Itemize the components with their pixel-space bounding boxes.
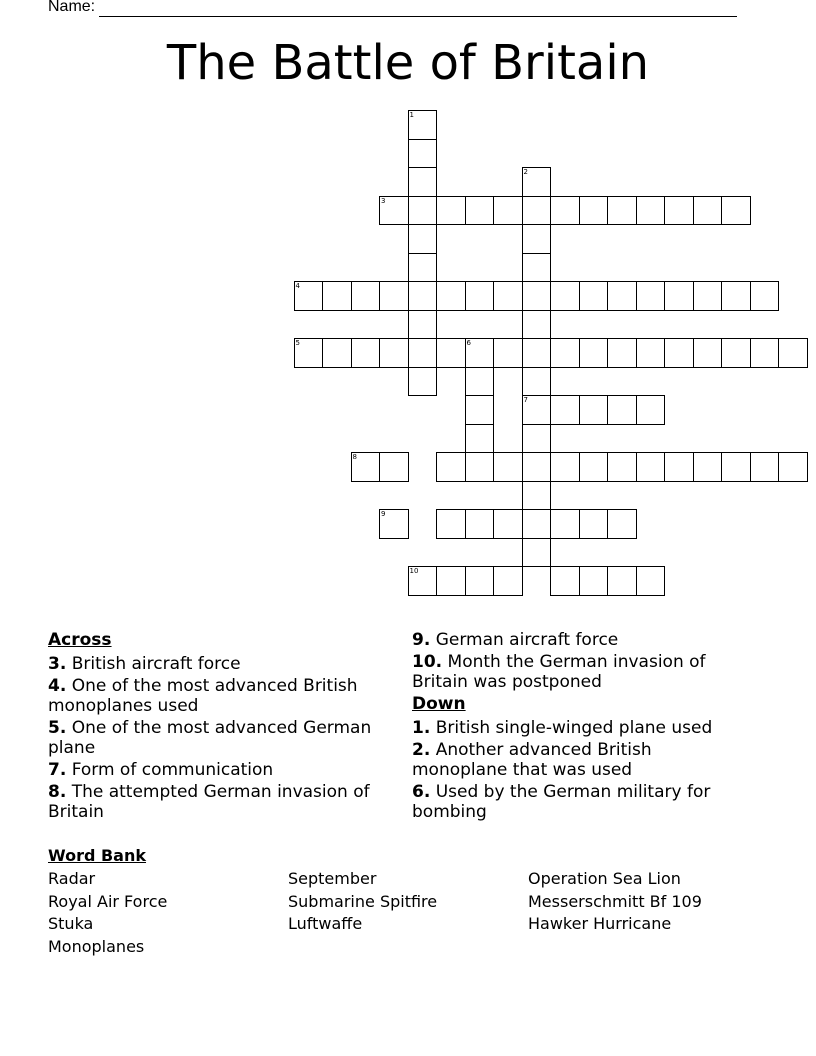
grid-cell[interactable]: [379, 338, 409, 368]
clue: [48, 782, 393, 822]
clue-number: 10.: [412, 652, 443, 672]
grid-cell[interactable]: [750, 281, 780, 311]
grid-cell[interactable]: [693, 196, 723, 226]
across-list: [48, 654, 393, 822]
grid-cell[interactable]: [465, 509, 495, 539]
grid-cell[interactable]: [322, 338, 352, 368]
grid-cell[interactable]: [721, 338, 751, 368]
grid-cell[interactable]: [408, 367, 438, 397]
grid-cell[interactable]: [721, 281, 751, 311]
word-bank-item: Luftwaffe: [288, 914, 363, 933]
grid-cell[interactable]: [750, 338, 780, 368]
grid-cell[interactable]: [436, 509, 466, 539]
grid-cell[interactable]: [465, 566, 495, 596]
grid-cell[interactable]: [522, 196, 552, 226]
grid-cell[interactable]: [550, 281, 580, 311]
grid-cell[interactable]: [408, 139, 438, 169]
grid-cell[interactable]: [522, 538, 552, 568]
word-bank-item: Submarine Spitfire: [288, 891, 438, 911]
grid-cell[interactable]: [607, 452, 637, 482]
grid-cell[interactable]: [408, 281, 438, 311]
grid-cell[interactable]: [408, 196, 438, 226]
grid-cell[interactable]: [522, 367, 552, 397]
clue-number: 7: [523, 396, 528, 404]
grid-cell[interactable]: [436, 196, 466, 226]
grid-cell[interactable]: [379, 281, 409, 311]
grid-cell[interactable]: [579, 566, 609, 596]
grid-cell[interactable]: [579, 196, 609, 226]
grid-cell[interactable]: [550, 196, 580, 226]
clue-text: The attempted German invasion of Britain: [48, 782, 370, 822]
grid-cell[interactable]: [465, 196, 495, 226]
grid-cell[interactable]: [579, 509, 609, 539]
word-bank-item: Messerschmitt Bf 109: [528, 891, 702, 911]
clue: [48, 676, 393, 716]
clue: [412, 782, 742, 822]
word-bank-item: Radar: [48, 869, 96, 888]
grid-cell[interactable]: [465, 452, 495, 482]
clue-number: 6: [466, 339, 471, 347]
clue-number: 4: [295, 282, 300, 290]
clue-text: Another advanced British monoplane that was used: [412, 740, 652, 780]
clue: [412, 740, 742, 780]
grid-cell[interactable]: [493, 452, 523, 482]
grid-cell[interactable]: [607, 196, 637, 226]
grid-cell[interactable]: [693, 281, 723, 311]
across-continued-list: [412, 630, 742, 692]
grid-cell[interactable]: [322, 281, 352, 311]
word-bank-column-1: [48, 868, 167, 958]
grid-cell[interactable]: [550, 509, 580, 539]
grid-cell[interactable]: [436, 281, 466, 311]
word-bank-item: Monoplanes: [48, 936, 145, 956]
grid-cell[interactable]: [550, 452, 580, 482]
grid-cell[interactable]: [436, 452, 466, 482]
grid-cell[interactable]: [636, 338, 666, 368]
grid-cell[interactable]: [351, 452, 381, 482]
grid-cell[interactable]: [550, 566, 580, 596]
clue-text: British single-winged plane used: [430, 718, 713, 738]
grid-cell[interactable]: [408, 566, 438, 596]
clue: [412, 630, 742, 650]
grid-cell[interactable]: [351, 281, 381, 311]
grid-cell[interactable]: [379, 196, 409, 226]
clue: [412, 652, 742, 692]
grid-cell[interactable]: [693, 452, 723, 482]
grid-cell[interactable]: [550, 338, 580, 368]
grid-cell[interactable]: [436, 566, 466, 596]
word-bank-item: Royal Air Force: [48, 891, 168, 911]
clue-number: 9: [381, 510, 386, 518]
down-heading: Down: [412, 694, 466, 714]
grid-cell[interactable]: [408, 167, 438, 197]
grid-cell[interactable]: [607, 566, 637, 596]
grid-cell[interactable]: [522, 310, 552, 340]
grid-cell[interactable]: [778, 452, 808, 482]
grid-cell[interactable]: [579, 395, 609, 425]
grid-cell[interactable]: [664, 281, 694, 311]
word-bank-column-2: [288, 868, 437, 936]
clue-text: German aircraft force: [430, 630, 619, 650]
grid-cell[interactable]: [522, 395, 552, 425]
clue-number: 8.: [48, 782, 67, 802]
grid-cell[interactable]: [607, 338, 637, 368]
clue-number: 7.: [48, 760, 67, 780]
name-label: Name:: [48, 0, 96, 15]
grid-cell[interactable]: [408, 253, 438, 283]
grid-cell[interactable]: [636, 566, 666, 596]
grid-cell[interactable]: [664, 338, 694, 368]
grid-cell[interactable]: [522, 224, 552, 254]
grid-cell[interactable]: [465, 338, 495, 368]
word-bank-item: Operation Sea Lion: [528, 869, 681, 888]
clue: [48, 654, 393, 674]
across-heading: Across: [48, 630, 112, 650]
grid-cell[interactable]: [408, 310, 438, 340]
word-bank-title: Word Bank: [48, 846, 147, 865]
grid-cell[interactable]: [408, 224, 438, 254]
grid-cell[interactable]: [522, 452, 552, 482]
grid-cell[interactable]: [721, 196, 751, 226]
grid-cell[interactable]: [579, 338, 609, 368]
grid-cell[interactable]: [664, 452, 694, 482]
word-bank-item: Stuka: [48, 914, 94, 933]
grid-cell[interactable]: [636, 395, 666, 425]
clue: [412, 718, 742, 738]
clue-number: 8: [352, 453, 357, 461]
grid-cell[interactable]: [693, 338, 723, 368]
word-bank-item: Hawker Hurricane: [528, 914, 672, 933]
clue-text: Form of communication: [66, 760, 274, 780]
grid-cell[interactable]: [664, 196, 694, 226]
grid-cell[interactable]: [493, 196, 523, 226]
clue-number: 1: [409, 111, 414, 119]
grid-cell[interactable]: [550, 395, 580, 425]
grid-cell[interactable]: [522, 281, 552, 311]
grid-cell[interactable]: [522, 424, 552, 454]
clue-text: Used by the German military for bombing: [412, 782, 711, 822]
clue-number: 3: [381, 196, 386, 205]
clue-number: 9.: [412, 630, 431, 650]
across-clues: [48, 630, 393, 824]
grid-cell[interactable]: [579, 452, 609, 482]
clue-number: 10: [409, 567, 419, 575]
clue: [48, 760, 393, 780]
grid-cell[interactable]: [636, 452, 666, 482]
word-bank-column-3: [528, 868, 702, 936]
grid-cell[interactable]: [522, 481, 552, 511]
grid-cell[interactable]: [493, 338, 523, 368]
clue-number: 4.: [48, 676, 67, 696]
clue-number: 2: [523, 168, 528, 176]
grid-cell[interactable]: [522, 509, 552, 539]
clue-number: 6.: [412, 782, 431, 802]
grid-cell[interactable]: [750, 452, 780, 482]
grid-cell[interactable]: [522, 253, 552, 283]
grid-cell[interactable]: [294, 338, 324, 368]
grid-cell[interactable]: [607, 281, 637, 311]
grid-cell[interactable]: [522, 338, 552, 368]
down-list: [412, 718, 742, 822]
grid-cell[interactable]: [379, 509, 409, 539]
grid-cell[interactable]: [778, 338, 808, 368]
grid-cell[interactable]: [493, 509, 523, 539]
grid-cell[interactable]: [636, 196, 666, 226]
grid-cell[interactable]: [465, 281, 495, 311]
page-title: The Battle of Britain: [166, 35, 650, 91]
grid-cell[interactable]: [436, 338, 466, 368]
grid-cell[interactable]: [636, 281, 666, 311]
grid-cell[interactable]: [465, 424, 495, 454]
grid-cell[interactable]: [408, 110, 438, 140]
clue-number: 1.: [412, 718, 431, 738]
grid-cell[interactable]: [493, 281, 523, 311]
grid-cell[interactable]: [522, 167, 552, 197]
clue-number: 5: [295, 339, 300, 347]
grid-cell[interactable]: [721, 452, 751, 482]
grid-cell[interactable]: [579, 281, 609, 311]
clue: [48, 718, 393, 758]
grid-cell[interactable]: [607, 509, 637, 539]
clues-column-2: [412, 630, 742, 824]
grid-cell[interactable]: [379, 452, 409, 482]
clue-text: One of the most advanced British monoplanes used: [48, 676, 358, 716]
clue-text: One of the most advanced German plane: [48, 718, 372, 758]
clue-number: 2.: [412, 740, 431, 760]
word-bank-item: September: [288, 869, 377, 888]
grid-cell[interactable]: [351, 338, 381, 368]
grid-cell[interactable]: [465, 395, 495, 425]
grid-cell[interactable]: [493, 566, 523, 596]
clue-number: 3.: [48, 654, 67, 674]
grid-cell[interactable]: [294, 281, 324, 311]
clue-text: Month the German invasion of Britain was postponed: [412, 652, 706, 692]
clue-number: 5.: [48, 718, 67, 738]
grid-cell[interactable]: [465, 367, 495, 397]
grid-cell[interactable]: [408, 338, 438, 368]
grid-cell[interactable]: [607, 395, 637, 425]
clue-text: British aircraft force: [66, 654, 241, 674]
